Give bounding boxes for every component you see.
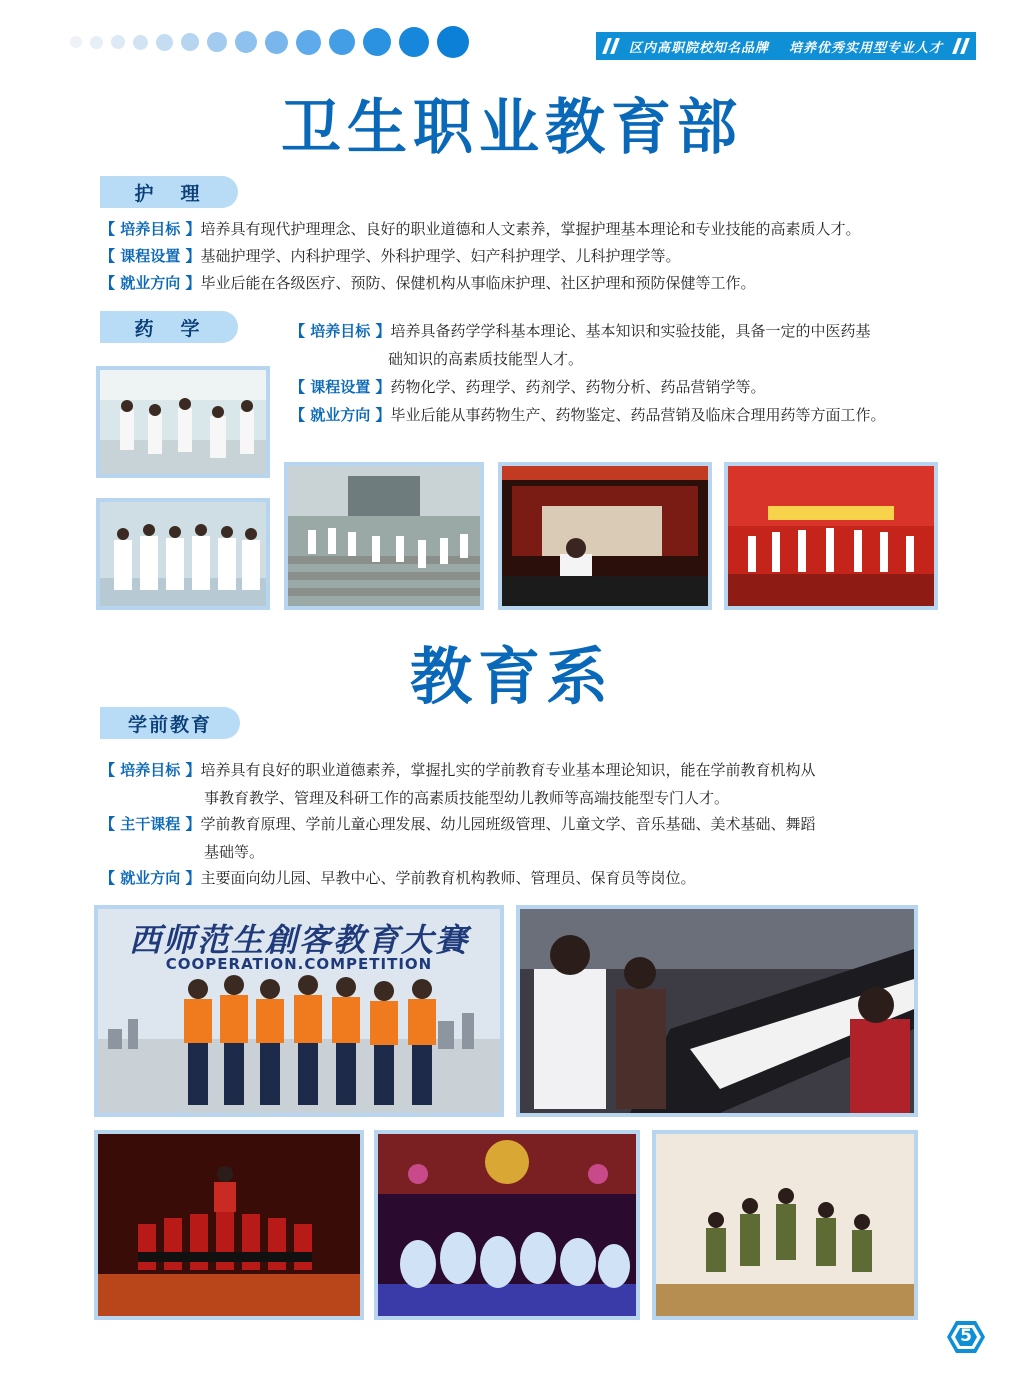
ceremony-steps-photo: [284, 462, 484, 610]
text: 培养具有良好的职业道德素养，掌握扎实的学前教育专业基本理论知识，能在学前教育机构从: [200, 761, 816, 779]
text: 药物化学、药理学、药剂学、药物分析、药品营销学等。: [390, 378, 766, 396]
lab-photo: [96, 366, 270, 478]
dot: [265, 31, 288, 54]
page-number-badge: [946, 1320, 986, 1354]
nursing-tag: 护 理: [100, 176, 238, 208]
text: 毕业后能从事药物生产、药物鉴定、药品营销及临床合理用药等方面工作。: [390, 406, 886, 424]
ethnic-dance-photo: [94, 1130, 364, 1320]
text: 基础护理学、内科护理学、外科护理学、妇产科护理学、儿科护理学等。: [200, 247, 681, 265]
pharmacy-goal-cont: 础知识的高素质技能型人才。: [388, 350, 584, 368]
preschool-career: [100, 865, 695, 891]
dot: [181, 33, 199, 51]
camouflage-dance-photo: [652, 1130, 918, 1320]
text: 学前教育原理、学前儿童心理发展、幼儿园班级管理、儿童文学、音乐基础、美术基础、舞蹈: [200, 815, 816, 833]
blue-dance-photo: [374, 1130, 640, 1320]
label: 【 主干课程 】: [100, 815, 201, 833]
education-dept-title: 教育系: [409, 640, 614, 713]
dot: [70, 36, 82, 48]
dot: [363, 28, 391, 56]
label: 【 培养目标 】: [100, 761, 201, 779]
text: 培养具备药学学科基本理论、基本知识和实验技能，具备一定的中医药基: [390, 322, 871, 340]
label: 【 就业方向 】: [100, 869, 201, 887]
pharmacy-goal: [290, 318, 870, 344]
dot: [329, 29, 355, 55]
preschool-course: [100, 811, 815, 837]
header-dots: [70, 26, 469, 58]
text: 毕业后能在各级医疗、预防、保健机构从事临床护理、社区护理和预防保健等工作。: [200, 274, 756, 292]
dot: [399, 27, 429, 57]
dot: [296, 30, 321, 55]
page-number: 5: [960, 1326, 972, 1346]
dot: [437, 26, 469, 58]
dot: [235, 31, 257, 53]
banner-right-text: 培养优秀实用型专业人才: [789, 40, 944, 56]
preschool-course-cont: 基础等。: [204, 843, 265, 861]
pharmacy-course: [290, 374, 765, 400]
health-dept-title: 卫生职业教育部: [281, 93, 743, 163]
nursing-career: [100, 270, 755, 296]
label: 【 就业方向 】: [100, 274, 201, 292]
label: 【 课程设置 】: [290, 378, 391, 396]
nursing-course: [100, 243, 680, 269]
competition-stage-photo: [498, 462, 712, 610]
maker-contest-photo: [94, 905, 504, 1117]
pharmacy-tag: 药 学: [100, 311, 238, 343]
preschool-goal-cont: 事教育教学、管理及科研工作的高素质技能型幼儿教师等高端技能型专门人才。: [204, 789, 730, 807]
dot: [133, 35, 148, 50]
label: 【 培养目标 】: [100, 220, 201, 238]
contest-subtitle-text: COOPERATION.COMPETITION: [165, 955, 433, 973]
pharmacy-career: [290, 402, 885, 428]
nursing-goal: [100, 216, 860, 242]
preschool-goal: [100, 757, 815, 783]
label: 【 课程设置 】: [100, 247, 201, 265]
label: 【 培养目标 】: [290, 322, 391, 340]
dot: [207, 32, 227, 52]
text: 培养具有现代护理理念、良好的职业道德和人文素养，掌握护理基本理论和专业技能的高素质人才。: [200, 220, 861, 238]
contest-title-text: 西师范生創客教育大賽: [128, 921, 469, 959]
dot: [111, 35, 125, 49]
header-banner: [596, 32, 976, 60]
red-stage-performance-photo: [724, 462, 938, 610]
dot: [156, 34, 173, 51]
preschool-tag: 学前教育: [100, 707, 240, 739]
banner-left-text: 区内高职院校知名品牌: [628, 40, 769, 56]
text: 主要面向幼儿园、早教中心、学前教育机构教师、管理员、保育员等岗位。: [200, 869, 696, 887]
nursing-training-photo: [96, 498, 270, 610]
piano-class-photo: [516, 905, 918, 1117]
dot: [90, 36, 103, 49]
label: 【 就业方向 】: [290, 406, 391, 424]
